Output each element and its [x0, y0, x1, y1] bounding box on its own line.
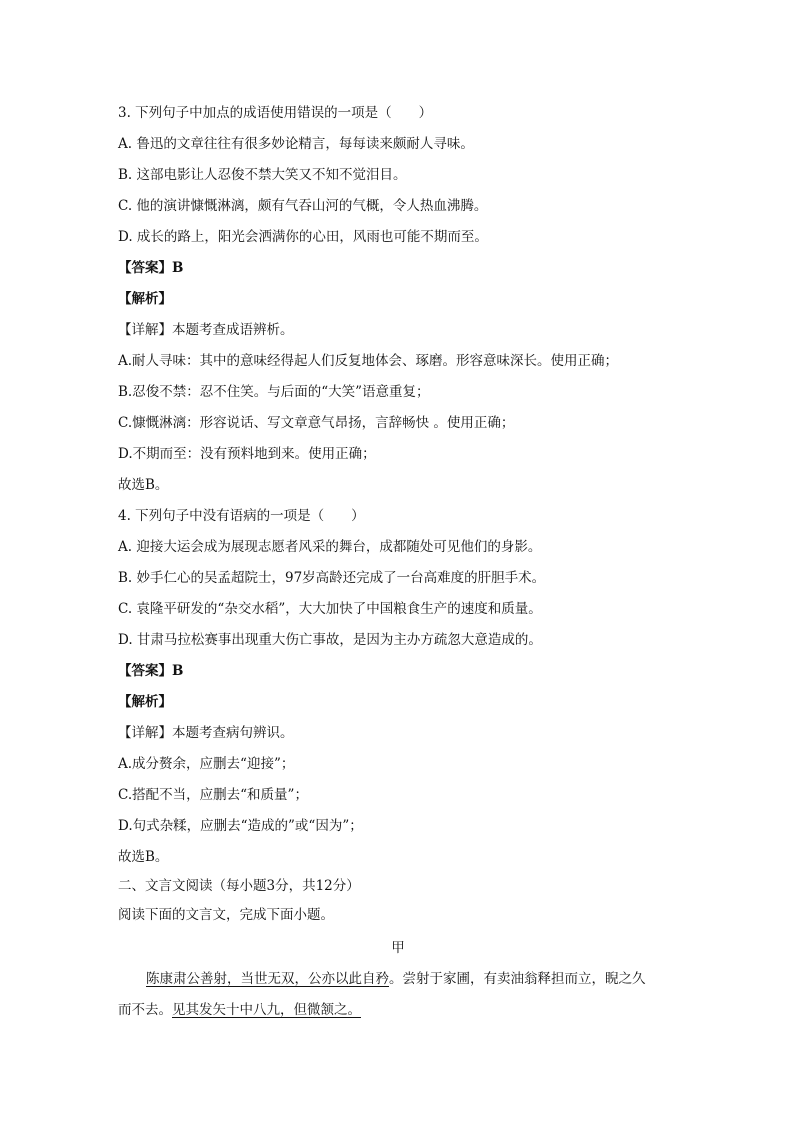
q4-explanation-c: C.搭配不当，应删去“和质量”； [118, 787, 308, 803]
q3-analysis-label: 【解析】 [118, 291, 172, 307]
q3-option-c: C. 他的演讲慷慨淋漓，颇有气吞山河的气概，令人热血沸腾。 [118, 198, 488, 214]
q4-option-d: D. 甘肃马拉松赛事出现重大伤亡事故，是因为主办方疏忽大意造成的。 [118, 632, 542, 648]
passage-paragraph-line-2 [118, 1001, 361, 1019]
underlined-phrase-2: 见其发矢十中八九，但微颔之。 [172, 1002, 361, 1018]
q3-explanation-a: A.耐人寻味：其中的意味经得起人们反复地体会、琢磨。形容意味深长。使用正确； [118, 353, 619, 369]
section-instruction: 阅读下面的文言文，完成下面小题。 [118, 907, 334, 923]
underlined-phrase-1: 陈康肃公善射，当世无双，公亦以此自矜 [146, 971, 389, 987]
q4-explanation-a: A.成分赘余，应删去“迎接”； [118, 756, 295, 772]
q3-explanation-c: C.慷慨淋漓：形容说话、写文章意气昂扬，言辞畅快 。使用正确； [118, 415, 515, 431]
q3-explanation-d: D.不期而至：没有预料地到来。使用正确； [118, 446, 376, 462]
passage-text: 。尝射于家圃，有卖油翁释担而立，睨之久 [389, 971, 646, 987]
passage-text: 而不去。 [118, 1002, 172, 1018]
q3-option-b: B. 这部电影让人忍俊不禁大笑又不知不觉泪目。 [118, 167, 407, 183]
section-heading: 二、文言文阅读（每小题3分，共12分） [118, 878, 360, 894]
q4-answer: 【答案】B [118, 663, 184, 679]
passage-title: 甲 [391, 940, 405, 956]
passage-paragraph-line-1 [146, 970, 646, 988]
q4-option-a: A. 迎接大运会成为展现志愿者风采的舞台，成都随处可见他们的身影。 [118, 539, 542, 555]
q3-conclusion: 故选B。 [118, 477, 169, 493]
q4-analysis-label: 【解析】 [118, 694, 172, 710]
q4-explanation-d: D.句式杂糅，应删去“造成的”或“因为”； [118, 818, 363, 834]
q3-detail: 【详解】本题考查成语辨析。 [118, 322, 294, 338]
q4-conclusion: 故选B。 [118, 849, 169, 865]
q4-option-c: C. 袁隆平研发的“杂交水稻”，大大加快了中国粮食生产的速度和质量。 [118, 601, 542, 617]
q3-option-d: D. 成长的路上，阳光会洒满你的心田，风雨也可能不期而至。 [118, 229, 488, 245]
q3-answer: 【答案】B [118, 260, 184, 276]
q4-stem: 4. 下列句子中没有语病的一项是（ ） [118, 508, 365, 524]
q3-explanation-b: B.忍俊不禁：忍不住笑。与后面的“大笑”语意重复； [118, 384, 430, 400]
q3-option-a: A. 鲁迅的文章往往有很多妙论精言，每每读来颇耐人寻味。 [118, 136, 474, 152]
q3-stem: 3. 下列句子中加点的成语使用错误的一项是（ ） [118, 105, 433, 121]
q4-detail: 【详解】本题考查病句辨识。 [118, 725, 294, 741]
q4-option-b: B. 妙手仁心的吴孟超院士，97岁高龄还完成了一台高难度的肝胆手术。 [118, 570, 546, 586]
